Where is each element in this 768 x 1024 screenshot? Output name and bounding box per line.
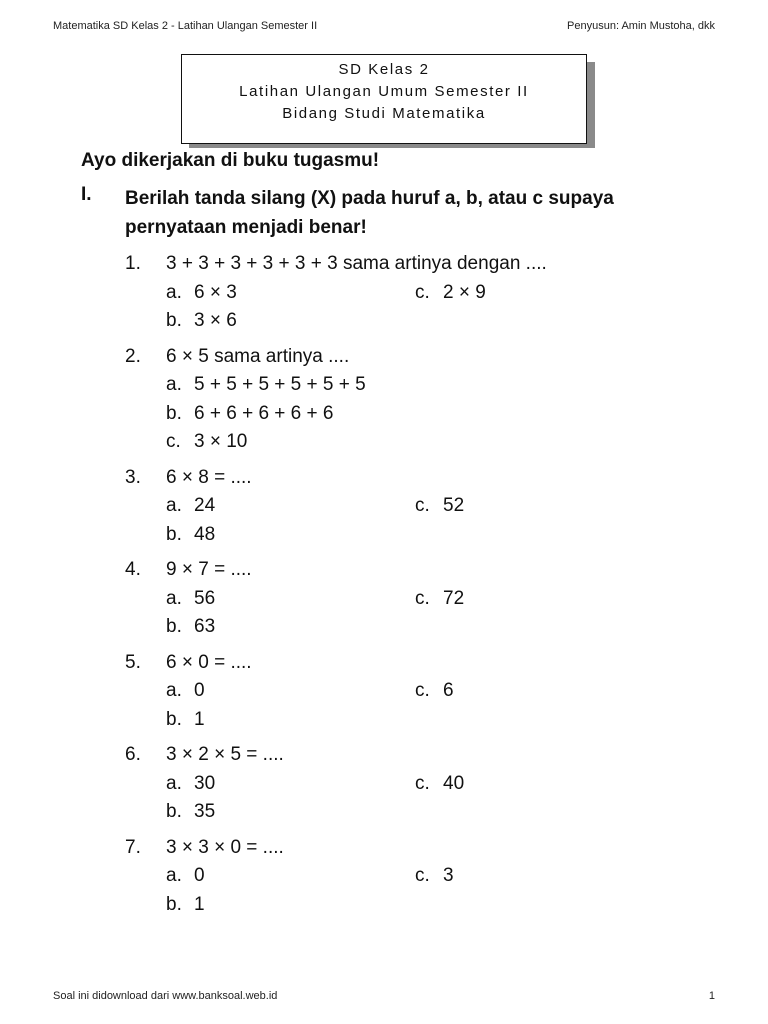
option-letter: a. bbox=[166, 772, 182, 794]
option-letter: c. bbox=[415, 865, 430, 886]
option-value: 0 bbox=[194, 865, 205, 886]
option-letter: a. bbox=[166, 865, 182, 886]
option-c[interactable] bbox=[415, 862, 454, 891]
option-letter: b. bbox=[166, 893, 182, 915]
option-a[interactable] bbox=[166, 492, 215, 521]
question-line bbox=[125, 343, 725, 372]
option-value: 1 bbox=[194, 708, 205, 730]
question-number: 5. bbox=[125, 651, 141, 673]
option-letter: b. bbox=[166, 708, 182, 730]
option-value: 3 × 10 bbox=[194, 431, 248, 452]
question-item bbox=[125, 556, 725, 642]
question-line bbox=[125, 798, 725, 827]
question-line bbox=[125, 521, 725, 550]
option-a[interactable] bbox=[166, 585, 215, 614]
option-c[interactable] bbox=[415, 492, 464, 521]
option-b[interactable] bbox=[166, 798, 215, 827]
question-text: 3 + 3 + 3 + 3 + 3 + 3 sama artinya dengan .... bbox=[166, 253, 547, 274]
option-value: 40 bbox=[443, 772, 465, 794]
option-a[interactable] bbox=[166, 677, 205, 706]
option-letter: a. bbox=[166, 587, 182, 609]
question-item bbox=[125, 834, 725, 920]
option-value: 3 bbox=[443, 865, 454, 886]
option-letter: c. bbox=[415, 281, 430, 303]
question-number: 2. bbox=[125, 345, 141, 367]
question-line bbox=[125, 428, 725, 457]
option-c[interactable] bbox=[415, 585, 464, 614]
question-item bbox=[125, 250, 725, 336]
question-line bbox=[125, 585, 725, 614]
title-box bbox=[181, 54, 587, 140]
question-number: 1. bbox=[125, 253, 141, 274]
question-line bbox=[125, 770, 725, 799]
question-line bbox=[125, 677, 725, 706]
question-text: 6 × 5 sama artinya .... bbox=[166, 345, 350, 367]
option-c[interactable] bbox=[415, 770, 464, 799]
option-a[interactable] bbox=[166, 770, 215, 799]
option-a[interactable] bbox=[166, 862, 205, 891]
question-line bbox=[125, 464, 725, 493]
option-letter: b. bbox=[166, 616, 182, 637]
question-item bbox=[125, 741, 725, 827]
page-footer-source: Soal ini didownload dari www.banksoal.web.id bbox=[53, 990, 278, 1002]
option-value: 6 + 6 + 6 + 6 + 6 bbox=[194, 402, 334, 424]
question-line bbox=[125, 492, 725, 521]
question-line bbox=[125, 400, 725, 429]
question-line bbox=[125, 741, 725, 770]
option-value: 30 bbox=[194, 772, 216, 794]
question-number: 7. bbox=[125, 836, 141, 858]
question-line bbox=[125, 834, 725, 863]
intro-instruction: Ayo dikerjakan di buku tugasmu! bbox=[81, 150, 380, 171]
option-value: 72 bbox=[443, 587, 465, 609]
page-header-left: Matematika SD Kelas 2 - Latihan Ulangan Semester II bbox=[53, 20, 318, 32]
question-number: 4. bbox=[125, 559, 141, 580]
option-b[interactable] bbox=[166, 521, 215, 550]
question-text: 3 × 3 × 0 = .... bbox=[166, 836, 284, 858]
option-letter: a. bbox=[166, 495, 182, 516]
option-value: 0 bbox=[194, 680, 205, 701]
question-line bbox=[125, 613, 725, 642]
option-letter: b. bbox=[166, 523, 182, 545]
option-value: 52 bbox=[443, 495, 465, 516]
option-b[interactable] bbox=[166, 400, 333, 429]
question-item bbox=[125, 464, 725, 550]
question-number: 3. bbox=[125, 466, 141, 488]
option-value: 56 bbox=[194, 587, 216, 609]
question-line bbox=[125, 371, 725, 400]
question-text: 6 × 8 = .... bbox=[166, 466, 252, 488]
option-value: 24 bbox=[194, 495, 216, 516]
option-letter: c. bbox=[415, 495, 430, 516]
option-c[interactable] bbox=[166, 428, 247, 457]
option-value: 63 bbox=[194, 616, 216, 637]
option-b[interactable] bbox=[166, 891, 205, 920]
option-c[interactable] bbox=[415, 677, 454, 706]
option-letter: c. bbox=[415, 772, 430, 794]
question-line bbox=[125, 862, 725, 891]
question-text: 6 × 0 = .... bbox=[166, 651, 252, 673]
page-header-right: Penyusun: Amin Mustoha, dkk bbox=[567, 20, 715, 32]
option-c[interactable] bbox=[415, 279, 486, 308]
section-text-line2: pernyataan menjadi benar! bbox=[125, 217, 367, 238]
option-value: 6 × 3 bbox=[194, 281, 237, 303]
question-line bbox=[125, 307, 725, 336]
option-letter: b. bbox=[166, 402, 182, 424]
option-b[interactable] bbox=[166, 613, 215, 642]
option-letter: a. bbox=[166, 374, 182, 395]
option-value: 35 bbox=[194, 801, 216, 822]
title-box-frame bbox=[181, 54, 587, 144]
question-item bbox=[125, 649, 725, 735]
page-number: 1 bbox=[708, 990, 715, 1002]
section-text-line1: Berilah tanda silang (X) pada huruf a, b, atau c supaya bbox=[125, 188, 614, 209]
question-line bbox=[125, 556, 725, 585]
option-letter: c. bbox=[166, 431, 181, 452]
option-letter: c. bbox=[415, 680, 430, 701]
title-line-subject: Bidang Studi Matematika bbox=[282, 105, 486, 122]
option-a[interactable] bbox=[166, 371, 366, 400]
option-letter: b. bbox=[166, 310, 182, 331]
question-item bbox=[125, 343, 725, 457]
question-list bbox=[125, 250, 725, 926]
section-text bbox=[125, 184, 705, 242]
option-value: 3 × 6 bbox=[194, 310, 237, 331]
question-line bbox=[125, 891, 725, 920]
option-a[interactable] bbox=[166, 279, 237, 308]
question-text: 3 × 2 × 5 = .... bbox=[166, 744, 284, 765]
question-number: 6. bbox=[125, 744, 141, 765]
option-value: 6 bbox=[443, 680, 454, 701]
section-number: I. bbox=[81, 184, 92, 205]
option-value: 2 × 9 bbox=[443, 281, 486, 303]
option-letter: b. bbox=[166, 801, 182, 822]
option-b[interactable] bbox=[166, 307, 237, 336]
question-line bbox=[125, 250, 725, 279]
option-b[interactable] bbox=[166, 706, 205, 735]
option-letter: a. bbox=[166, 680, 182, 701]
question-line bbox=[125, 279, 725, 308]
option-value: 5 + 5 + 5 + 5 + 5 + 5 bbox=[194, 374, 366, 395]
option-letter: a. bbox=[166, 281, 182, 303]
option-value: 1 bbox=[194, 893, 205, 915]
title-line-exam: Latihan Ulangan Umum Semester II bbox=[239, 83, 529, 100]
question-line bbox=[125, 706, 725, 735]
option-letter: c. bbox=[415, 587, 430, 609]
question-line bbox=[125, 649, 725, 678]
title-line-grade: SD Kelas 2 bbox=[338, 61, 430, 78]
option-value: 48 bbox=[194, 523, 216, 545]
question-text: 9 × 7 = .... bbox=[166, 559, 252, 580]
